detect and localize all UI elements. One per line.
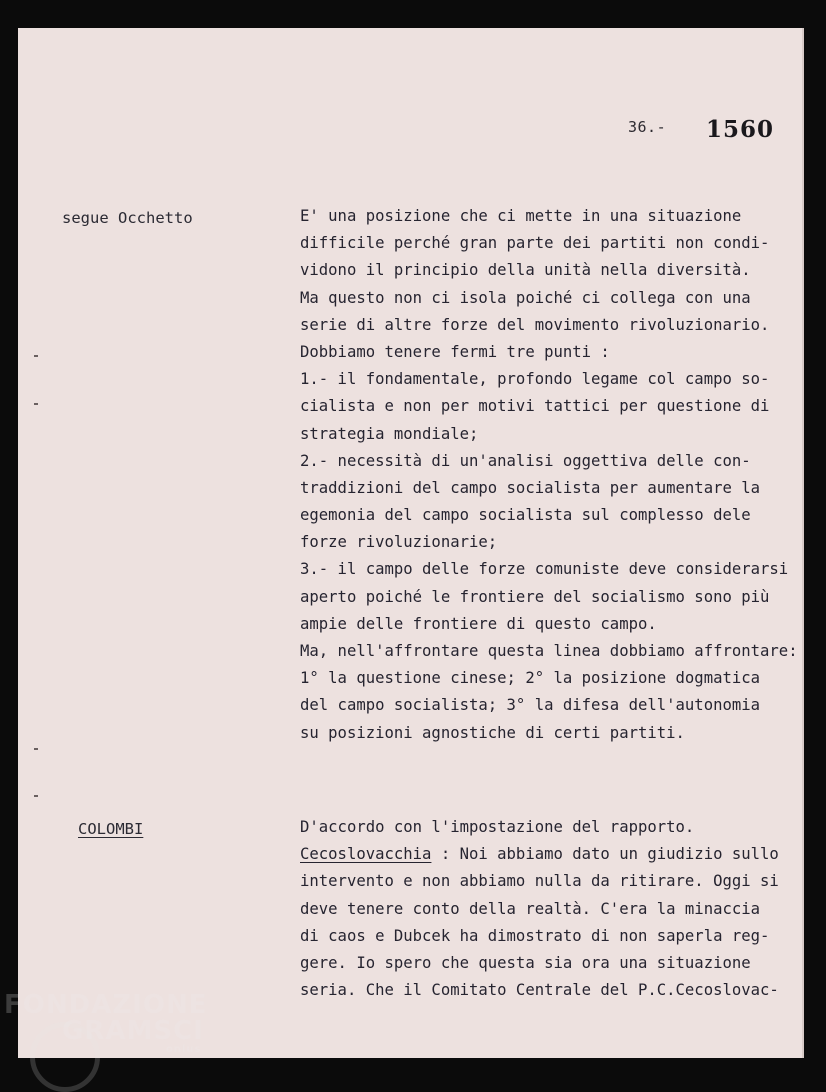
archive-number: 1560 — [706, 116, 775, 143]
speech-line: seria. Che il Comitato Centrale del P.C.Cecoslovac- — [300, 981, 779, 1000]
speech-line: Dobbiamo tenere fermi tre punti : — [300, 342, 610, 361]
colombi-speech — [300, 814, 800, 1004]
margin-mark — [34, 355, 38, 357]
page-number: 36.- — [628, 118, 667, 136]
speech-line: serie di altre forze del movimento rivoluzionario. — [300, 315, 770, 334]
occhetto-speech — [300, 203, 800, 747]
speech-line: 2.- necessità di un'analisi oggettiva delle con- — [300, 451, 751, 470]
speech-line: cialista e non per motivi tattici per questione di — [300, 397, 770, 416]
watermark-sub: onlus — [166, 1044, 202, 1055]
margin-mark — [34, 795, 38, 797]
speech-line: vidono il principio della unità nella diversità. — [300, 261, 751, 280]
speech-line: 1.- il fondamentale, profondo legame col campo so- — [300, 370, 770, 389]
speech-line: 3.- il campo delle forze comuniste deve considerarsi — [300, 560, 789, 579]
speech-line: forze rivoluzionarie; — [300, 533, 498, 552]
speaker-occhetto: segue Occhetto — [62, 209, 193, 227]
speech-line: di caos e Dubcek ha dimostrato di non saperla reg- — [300, 926, 770, 945]
speech-line — [300, 841, 800, 868]
document-page — [18, 28, 804, 1058]
speech-line: ampie delle frontiere di questo campo. — [300, 614, 657, 633]
watermark-line2: GRAMSCI — [62, 1016, 204, 1046]
margin-mark — [34, 748, 38, 750]
speech-line: del campo socialista; 3° la difesa dell'autonomia — [300, 696, 761, 715]
speech-line: intervento e non abbiamo nulla da ritirare. Oggi si — [300, 872, 779, 891]
watermark-logo-icon — [30, 1022, 100, 1092]
speech-line: Ma, nell'affrontare questa linea dobbiamo affrontare: — [300, 642, 798, 660]
speech-line: Ma questo non ci isola poiché ci collega con una — [300, 288, 751, 307]
speech-line: deve tenere conto della realtà. C'era la minaccia — [300, 899, 761, 918]
speech-line: traddizioni del campo socialista per aumentare la — [300, 478, 761, 497]
speech-line: aperto poiché le frontiere del socialismo sono più — [300, 587, 770, 606]
speaker-colombi: COLOMBI — [78, 820, 144, 838]
topic-heading: Cecoslovacchia — [300, 845, 432, 864]
watermark-line1: FONDAZIONE — [4, 990, 208, 1020]
speech-line: 1° la questione cinese; 2° la posizione dogmatica — [300, 669, 761, 688]
speech-line: strategia mondiale; — [300, 424, 479, 443]
speech-line: difficile perché gran parte dei partiti non condi- — [300, 234, 770, 253]
speech-line: su posizioni agnostiche di certi partiti. — [300, 723, 685, 742]
speech-line: D'accordo con l'impostazione del rapporto. — [300, 818, 695, 836]
speech-line: egemonia del campo socialista sul complesso dele — [300, 506, 751, 525]
topic-rest: : Noi abbiamo dato un giudizio sullo — [431, 845, 779, 864]
speech-line: E' una posizione che ci mette in una situazione — [300, 207, 742, 225]
margin-mark — [34, 403, 38, 405]
speech-line: gere. Io spero che questa sia ora una situazione — [300, 953, 751, 972]
